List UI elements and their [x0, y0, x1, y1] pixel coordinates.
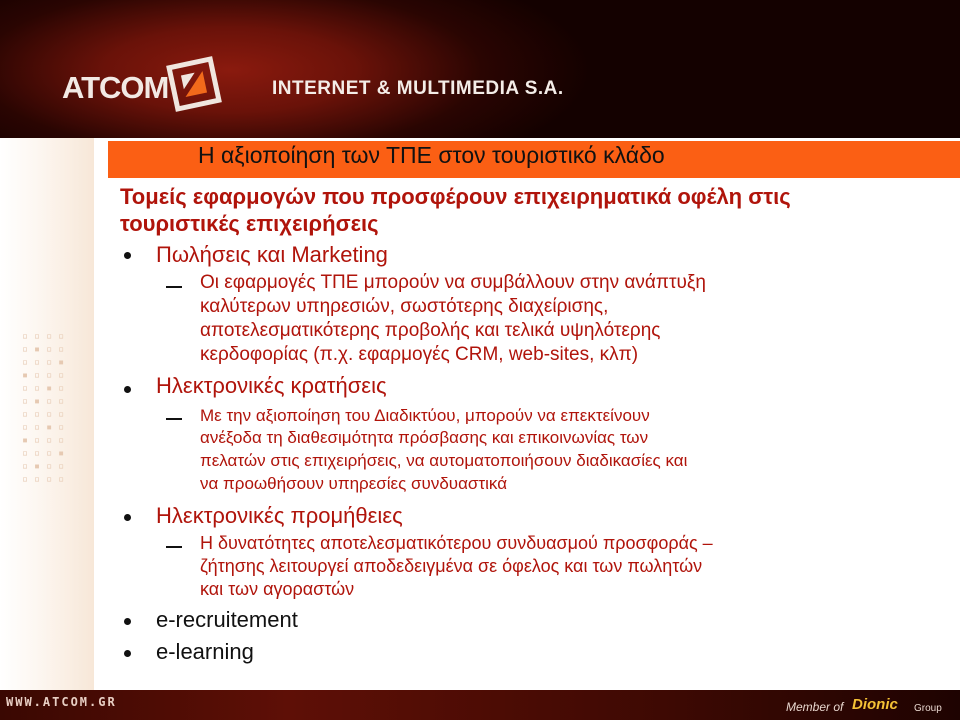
bullet-icon — [124, 618, 131, 625]
section-heading: Τομείς εφαρμογών που προσφέρουν επιχειρηματικά οφέλη στις τουριστικές επιχειρήσεις — [120, 184, 791, 236]
company-logo-text: ATCOM — [62, 70, 169, 105]
list-item-label: e-recruitement — [156, 607, 298, 632]
sub-item-line: πελατών στις επιχειρήσεις, να αυτοματοποιήσουν διαδικασίες και — [200, 451, 688, 470]
list-item-label: Ηλεκτρονικές προμήθειες — [156, 503, 403, 528]
sub-item-line: καλύτερων υπηρεσιών, σωστότερης διαχείρισης, — [200, 296, 609, 317]
sub-item-line: Οι εφαρμογές ΤΠΕ μπορούν να συμβάλλουν στην ανάπτυξη — [200, 272, 706, 293]
dash-icon — [166, 546, 182, 548]
member-of-label: Member of — [786, 700, 844, 714]
sub-item-line: Η δυνατότητες αποτελεσματικότερου συνδυασμού προσφοράς – — [200, 533, 713, 553]
sub-item-line: Με την αξιοποίηση του Διαδικτύου, μπορούν να επεκτείνουν — [200, 406, 650, 425]
list-item-label: e-learning — [156, 639, 254, 664]
sub-item-line: αποτελεσματικότερης προβολής και τελικά υψηλότερης — [200, 320, 661, 341]
bullet-icon — [124, 650, 131, 657]
list-item-label: Ηλεκτρονικές κρατήσεις — [156, 373, 387, 398]
sub-item-line: να προωθήσουν υπηρεσίες συνδυαστικά — [200, 474, 508, 493]
bullet-icon — [124, 252, 131, 259]
sub-item-line: κερδοφορίας (π.χ. εφαρμογές CRM, web-sites, κλπ) — [200, 344, 639, 365]
dionic-group-logo: Dionic — [852, 696, 898, 713]
atcom-logo-icon — [165, 55, 223, 113]
bullet-icon — [124, 386, 131, 393]
slide-title: Η αξιοποίηση των ΤΠΕ στον τουριστικό κλάδο — [198, 142, 665, 168]
decorative-letter-pattern: ▫ ▫ ▫ ▫ ▫ ▪ ▫ ▫ ▫ ▫ ▫ ▪ ▪ ▫ ▫ ▫ ▫ ▫ ▪ ▫ ▫ ▪ ▫ ▫ ▫ ▫ ▫ ▫ ▫ ▫ ▪ ▫ ▪ ▫ ▫ ▫ ▫ ▫ ▫ ▪ ▫ ▪ ▫ ▫ ▫ ▫ ▫ ▫ — [22, 331, 65, 485]
sub-item-line: και των αγοραστών — [200, 579, 355, 599]
dash-icon — [166, 286, 182, 288]
sub-item-line: ζήτησης λειτουργεί αποδεδειγμένα σε όφελος και των πωλητών — [200, 556, 703, 576]
company-tagline: INTERNET & MULTIMEDIA S.A. — [272, 78, 564, 99]
footer-url: WWW.ATCOM.GR — [6, 695, 117, 709]
group-label: Group — [914, 703, 942, 714]
list-item-label: Πωλήσεις και Marketing — [156, 242, 388, 267]
bullet-icon — [124, 514, 131, 521]
sub-item-line: ανέξοδα τη διαθεσιμότητα πρόσβασης και επικοινωνίας των — [200, 428, 649, 447]
header-banner — [0, 0, 960, 138]
dash-icon — [166, 418, 182, 420]
